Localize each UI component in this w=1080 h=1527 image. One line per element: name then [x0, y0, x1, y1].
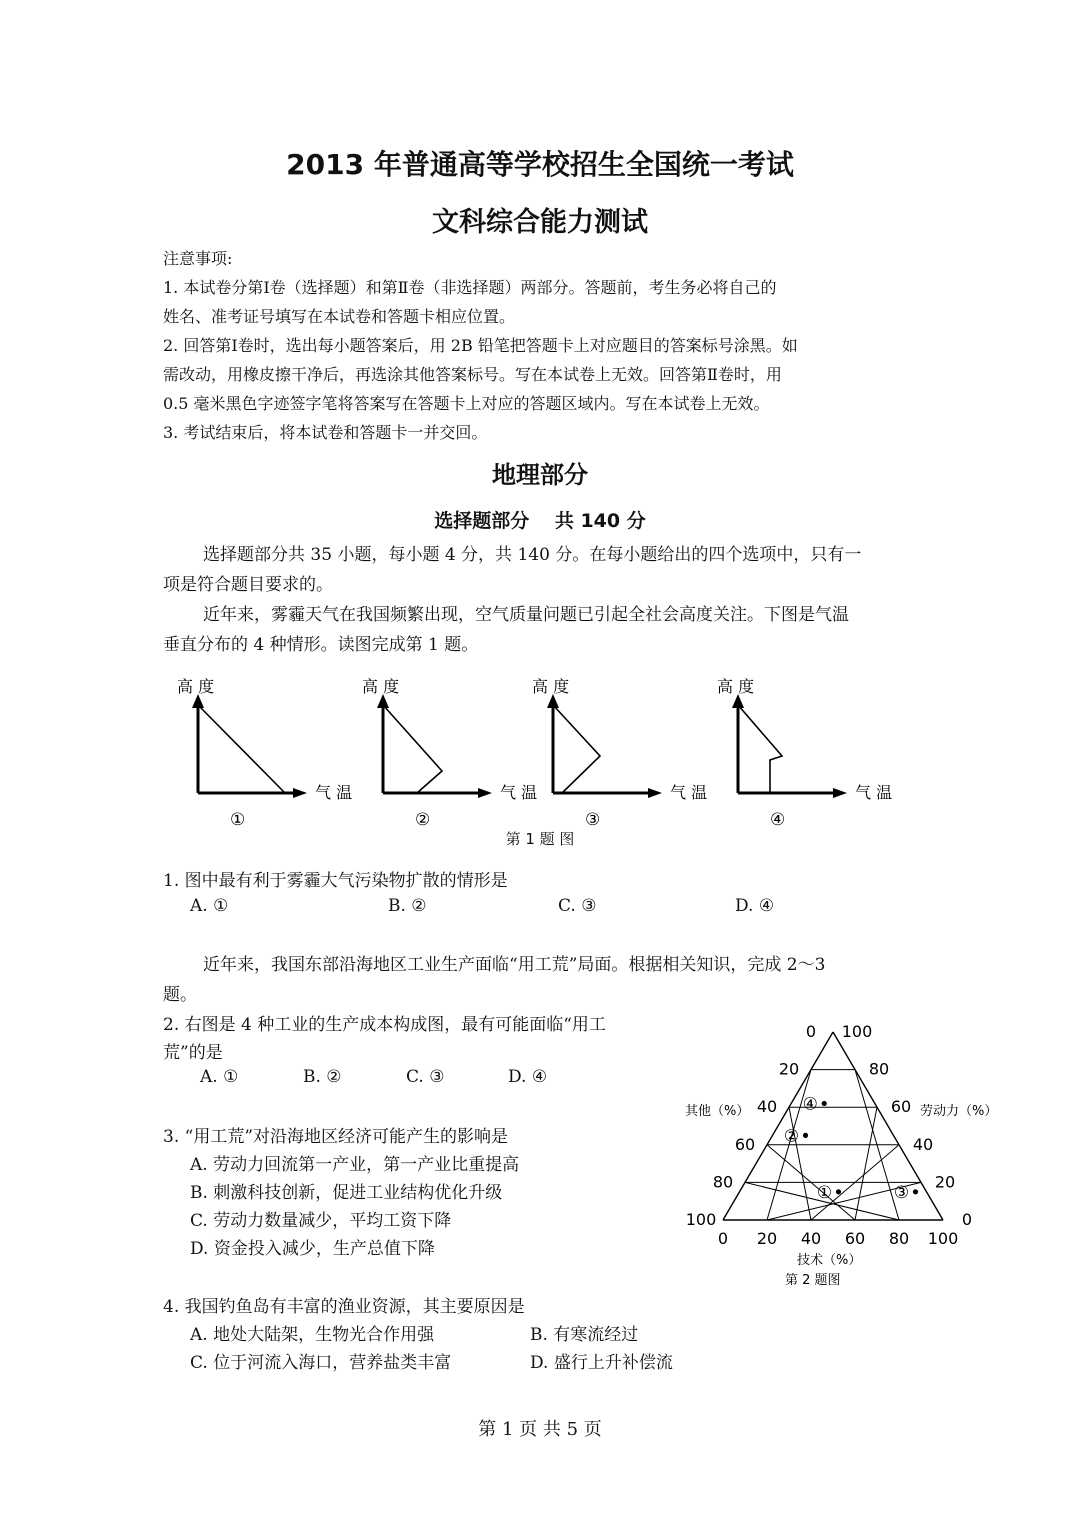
q2-option-c[interactable]: C. ③ — [406, 1067, 445, 1087]
right-tick-label: 60 — [890, 1097, 912, 1117]
right-tick-label: 80 — [868, 1059, 890, 1079]
figure-1-caption: 第 1 题 图 — [505, 830, 575, 848]
y-axis-label: 高 度 — [177, 677, 215, 696]
left-axis-label: 其他（%） — [685, 1104, 750, 1119]
figure-2-ternary-diagram — [675, 1022, 1015, 1292]
bottom-tick-label: 100 — [927, 1229, 959, 1248]
left-tick-label: 40 — [756, 1097, 778, 1117]
data-point — [836, 1189, 841, 1194]
x-axis-arrow — [833, 788, 847, 798]
passage-2 — [163, 950, 923, 1010]
q3-option-c[interactable]: C. 劳动力数量减少，平均工资下降 — [190, 1211, 452, 1231]
grid-line — [855, 1107, 877, 1220]
bottom-tick-label: 40 — [800, 1229, 822, 1248]
temperature-profile-line — [383, 705, 442, 793]
q3-option-b[interactable]: B. 刺激科技创新，促进工业结构优化升级 — [190, 1183, 503, 1203]
q2-option-a[interactable]: A. ① — [200, 1067, 239, 1087]
panel-number: ① — [230, 810, 246, 830]
question-2-stem: 2. 右图是 4 种工业的生产成本构成图，最有可能面临“用工 — [163, 1015, 606, 1035]
question-2-stem: 荒”的是 — [163, 1043, 223, 1063]
data-point — [803, 1133, 808, 1138]
right-tick-label: 100 — [841, 1022, 873, 1041]
q2-option-d[interactable]: D. ④ — [508, 1067, 548, 1087]
intro-line: 选择题部分共 35 小题，每小题 4 分，共 140 分。在每小题给出的四个选项中，只有一 — [203, 545, 862, 565]
section-subtitle: 选择题部分 共 140 分 — [434, 510, 646, 532]
passage-line: 近年来，我国东部沿海地区工业生产面临“用工荒”局面。根据相关知识，完成 2～3 — [203, 955, 826, 975]
intro-paragraph — [163, 540, 923, 600]
notes-heading: 注意事项: — [163, 249, 233, 268]
left-tick-label: 20 — [778, 1059, 800, 1079]
bottom-tick-label: 80 — [888, 1229, 910, 1248]
question-1-stem: 1. 图中最有利于雾霾大气污染物扩散的情形是 — [163, 871, 508, 891]
y-axis-label: 高 度 — [362, 677, 400, 696]
bottom-tick-label: 0 — [717, 1229, 729, 1248]
q4-option-a[interactable]: A. 地处大陆架，生物光合作用强 — [190, 1325, 435, 1345]
q4-option-b[interactable]: B. 有寒流经过 — [530, 1325, 639, 1345]
question-4-stem: 4. 我国钓鱼岛有丰富的渔业资源，其主要原因是 — [163, 1297, 525, 1317]
x-axis-arrow — [478, 788, 492, 798]
notes-line: 姓名、准考证号填写在本试卷和答题卡相应位置。 — [163, 307, 516, 326]
panel-number: ④ — [770, 810, 786, 830]
x-axis-label: 气 温 — [855, 783, 893, 802]
data-point-label: ③ — [893, 1182, 910, 1203]
left-tick-label: 80 — [712, 1172, 734, 1192]
bottom-tick-label: 60 — [844, 1229, 866, 1248]
panel-number: ③ — [585, 810, 601, 830]
x-axis-label: 气 温 — [670, 783, 708, 802]
left-tick-label: 60 — [734, 1134, 756, 1154]
right-axis-label: 劳动力（%） — [920, 1104, 998, 1119]
left-tick-label: 0 — [805, 1022, 817, 1041]
bottom-tick-label: 20 — [756, 1229, 778, 1248]
right-tick-label: 40 — [912, 1134, 934, 1154]
panel-number: ② — [415, 810, 431, 830]
q1-option-c[interactable]: C. ③ — [558, 896, 597, 916]
q3-option-a[interactable]: A. 劳动力回流第一产业，第一产业比重提高 — [190, 1155, 520, 1175]
temperature-profile-line — [738, 705, 782, 793]
data-point-label: ④ — [802, 1094, 818, 1115]
q1-option-a[interactable]: A. ① — [190, 896, 229, 916]
y-axis-label: 高 度 — [717, 677, 755, 696]
section-title: 地理部分 — [492, 461, 588, 489]
data-point-label: ② — [783, 1126, 800, 1147]
notes-line: 2. 回答第Ⅰ卷时，选出每小题答案后，用 2B 铅笔把答题卡上对应题目的答案标号涂黑。如 — [163, 336, 798, 355]
x-axis-arrow — [293, 788, 307, 798]
temperature-profile-line — [198, 705, 285, 793]
temperature-profile-line — [553, 705, 600, 793]
x-axis-arrow — [648, 788, 662, 798]
q4-option-c[interactable]: C. 位于河流入海口，营养盐类丰富 — [190, 1353, 452, 1373]
y-axis-label: 高 度 — [532, 677, 570, 696]
q1-option-d[interactable]: D. ④ — [735, 896, 775, 916]
passage-line: 垂直分布的 4 种情形。读图完成第 1 题。 — [163, 635, 479, 655]
notes-line: 0.5 毫米黑色字迹签字笔将答案写在答题卡上对应的答题区域内。写在本试卷上无效。 — [163, 394, 770, 413]
profile-panel — [177, 677, 352, 830]
page-footer: 第 1 页 共 5 页 — [478, 1419, 602, 1440]
profile-panel — [362, 677, 537, 830]
profile-panel — [717, 677, 892, 830]
q3-option-d[interactable]: D. 资金投入减少，生产总值下降 — [190, 1239, 435, 1259]
passage-1 — [163, 600, 923, 660]
profile-panel — [532, 677, 707, 830]
right-tick-label: 20 — [934, 1172, 956, 1192]
x-axis-label: 气 温 — [500, 783, 538, 802]
notes-section — [163, 244, 923, 447]
x-axis-label: 气 温 — [315, 783, 353, 802]
notes-line: 需改动，用橡皮擦干净后，再选涂其他答案标号。写在本试卷上无效。回答第Ⅱ卷时，用 — [163, 365, 782, 384]
passage-line: 题。 — [163, 985, 197, 1005]
question-3-stem: 3. “用工荒”对沿海地区经济可能产生的影响是 — [163, 1127, 509, 1147]
data-point-label: ① — [816, 1182, 833, 1203]
data-point — [913, 1189, 918, 1194]
q4-option-d[interactable]: D. 盛行上升补偿流 — [530, 1353, 673, 1373]
figure-2-caption: 第 2 题图 — [785, 1273, 841, 1288]
left-tick-label: 100 — [685, 1210, 717, 1229]
exam-subtitle: 文科综合能力测试 — [432, 207, 648, 238]
q1-option-b[interactable]: B. ② — [388, 896, 427, 916]
q2-option-b[interactable]: B. ② — [303, 1067, 342, 1087]
passage-line: 近年来，雾霾天气在我国频繁出现，空气质量问题已引起全社会高度关注。下图是气温 — [203, 605, 849, 625]
notes-line: 1. 本试卷分第Ⅰ卷（选择题）和第Ⅱ卷（非选择题）两部分。答题前，考生务必将自己的 — [163, 278, 777, 297]
right-tick-label: 0 — [961, 1210, 973, 1229]
grid-line — [789, 1107, 811, 1220]
data-point — [822, 1101, 827, 1106]
bottom-axis-label: 技术（%） — [797, 1253, 862, 1268]
notes-line: 3. 考试结束后，将本试卷和答题卡一并交回。 — [163, 423, 488, 442]
exam-title: 2013 年普通高等学校招生全国统一考试 — [286, 148, 794, 181]
intro-line: 项是符合题目要求的。 — [163, 575, 333, 595]
